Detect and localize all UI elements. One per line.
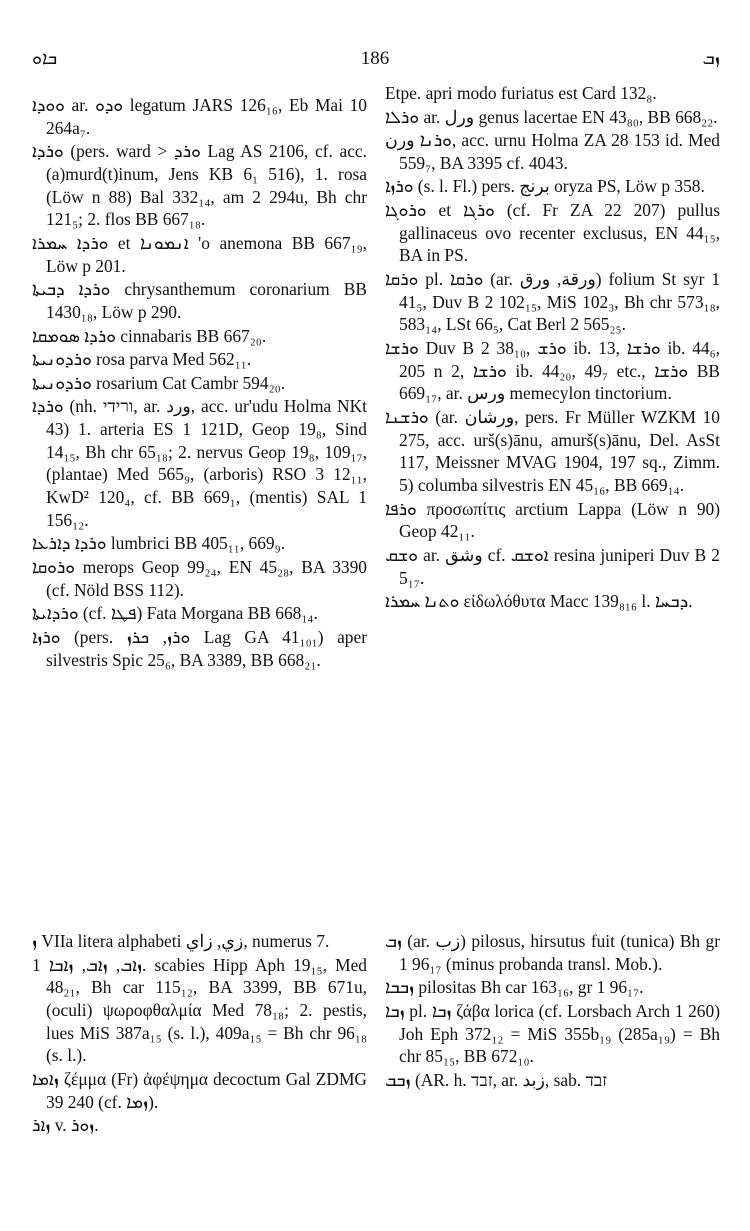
page-header (0, 48, 750, 72)
column-top-right (385, 82, 720, 872)
entry: ܘܪܕܐ ܕܒܝܬܐ chrysanthemum coronarium BB 1430₁₈, Löw p 290. (32, 279, 367, 322)
column-top-left (32, 94, 367, 884)
entry: ܘܪܕܐ (pers. ward > ܘܪܕ Lag AS 2106, cf. acc. (a)murd(t)inum, Jens KB 6₁ 516), 1. rosa (Löw n 88) Bal 332₁₄, am 2 294u, Bh chr 121₅; 2. flos BB 667₁₈. (32, 141, 367, 230)
entry: ܘܪܘܓܐ et ܘܪܓܐ (cf. Fr ZA 22 207) pullus gallinaceus ovo recenter exclusus, EN 44₁₅, BA in PS. (385, 200, 720, 266)
entry: ܘܪܙܐ (s. l. Fl.) pers. برنج oryza PS, Löw p 358. (385, 176, 705, 197)
entry: ܘܪܕܐ (nh. ורידי, ar. ورد, acc. ur'udu Holma NKt 43) 1. arteria ES 1 121D, Geop 19₈, Sind 14₁₅, Bh chr 65₁₈; 2. nervus Geop 19₈, 109₁₇, (plantae) Med 565₉, (arboris) RSO 3 12₁₁, KwD² 120₄, cf. BB 669₁, (mentis) SAL 1 156₁₂. (32, 396, 367, 530)
entry: ܘܪܫܢܐ (ar. ورشان, pers. Fr Müller WZKM 10 275, acc. urš(s)ānu, amurš(s)ānu, Del. AsSt 117, Meissner MVAG 1904, 197 sq., Zimm. 5) columba silvestris EN 45₁₆, BB 669₁₄. (385, 407, 720, 496)
header-right-word: ܙܒ (702, 48, 720, 68)
entry: ܙܒܐ pl. ܙܒܐ ζάβα lorica (cf. Lorsbach Arch 1 260) Joh Eph 372₁₂ = MiS 355b₁₉ (285a₁₉) = Bh chr 85₁₅, BB 672₁₀. (385, 1000, 720, 1067)
entry: ܘܪܫܐ Duv B 2 38₁₀, ܘܪܫ ib. 13, ܘܪܫܐ ib. 44₆, 205 n 2, ܘܪܫܐ ib. 44₂₀, 49₇ etc., ܘܪܫܐ BB 669₁₇, ar. ورس memecylon tinctorium. (385, 338, 720, 404)
entry: ܘܪܕܐ ܕܐܪܥܐ lumbrici BB 405₁₁, 669₉. (32, 533, 286, 554)
column-bottom-right (385, 930, 720, 1215)
entry: ܘܪܙܐ (pers. ܘܪܙ, ܟܪܙ Lag GA 41₁₀₁) aper silvestris Spic 25₆, BA 3389, BB 668₂₁. (32, 626, 367, 670)
entry: ܘܪܕܐ ܚܡܪܐ et ܐܢܡܘܢܐ 'o anemona BB 667₁₉, Löw p 201. (32, 233, 367, 276)
header-left-word: ܒܐܘ (32, 48, 58, 68)
entry: ܙܐܒ, ܙܐܒ, ܙܐܒܐ 1. scabies Hipp Aph 19₁₅, Med 48₂₁, Bh car 115₁₂, BA 3399, BB 671u, (oculi) ψωροφθαλμία Med 78₁₈; 2. pestis, lues MiS 387a₁₅ (s. l.), 409a₁₅ = Bh chr 96₁₈ (s. l.). (32, 954, 367, 1066)
entry: ܘܪܢܐ ورن, acc. urnu Holma ZA 28 153 id. Med 559₇, BA 3395 cf. 4043. (385, 130, 720, 173)
entry: Etpe. apri modo furiatus est Card 132₈. (385, 83, 657, 103)
entry: ܘܪܕܐ ܣܘܡܩܐ cinnabaris BB 667₂₀. (32, 325, 267, 346)
section-divider (32, 905, 718, 906)
entry: ܙܒܒܐ pilositas Bh car 163₁₆, gr 1 96₁₇. (385, 977, 644, 998)
entry: ܘܪܕܘܢܝܬܐ rosa parva Med 562₁₁. (32, 349, 252, 370)
entry: ܘܪܠܐ ar. ورل genus lacertae EN 43₈₀, BB 668₂₂. (385, 106, 718, 127)
entry: ܙܒ (ar. زب) pilosus, hirsutus fuit (tunica) Bh gr 1 96₁₇ (minus probanda transl. Mob.). (385, 931, 720, 974)
entry: ܘܘܕܐ ar. ܘܕܘ legatum JARS 126₁₆, Eb Mai 10 264a₇. (32, 95, 367, 138)
column-bottom-left (32, 930, 367, 1215)
entry: ܘܪܩܐ pl. ܘܪܩܐ (ar. ورقة, ورق) folium St syr 1 41₅, Duv B 2 102₁₅, MiS 102₃, Bh chr 573₁₈, 583₁₄, LSt 66₅, Cat Berl 2 565₂₅. (385, 269, 720, 335)
entry: ܙܐܪ v. ܙܘܪ. (32, 1115, 99, 1136)
entry: ܙ VIIa litera alphabeti زي, زاي, numerus 7. (32, 931, 330, 951)
entry: ܙܐܡܐ ζέμμα (Fr) ἀφέψημα decoctum Gal ZDMG 39 240 (cf. ܙܡܐ). (32, 1069, 367, 1112)
entry: ܘܪܦܐ προσωπίτις arctium Lappa (Löw n 90) Geop 42₁₁. (385, 498, 720, 542)
page-number: 186 (360, 48, 390, 69)
entry: ܘܫܩ ar. وشق cf. ܐܘܫܩ resina juniperi Duv B 2 5₁₇. (385, 545, 720, 588)
entry: ܘܬܢܐ ܚܡܪܐ εἰδωλόθυτα Macc 139₈₁₆ l. ܕܒܚܐ. (385, 591, 693, 612)
entry: ܘܪܕܐܝܬܐ (cf. ܦܛܐ) Fata Morgana BB 668₁₄. (32, 603, 318, 624)
entry: ܘܪܘܩܐ merops Geop 99₂₄, EN 45₂₈, BA 3390 (cf. Nöld BSS 112). (32, 557, 367, 600)
entry: ܙܒܒ (AR. h. זבד, ar. زبد, sab. זבד (385, 1069, 608, 1090)
entry: ܘܪܕܘܢܝܬܐ rosarium Cat Cambr 594₂₀. (32, 372, 286, 393)
